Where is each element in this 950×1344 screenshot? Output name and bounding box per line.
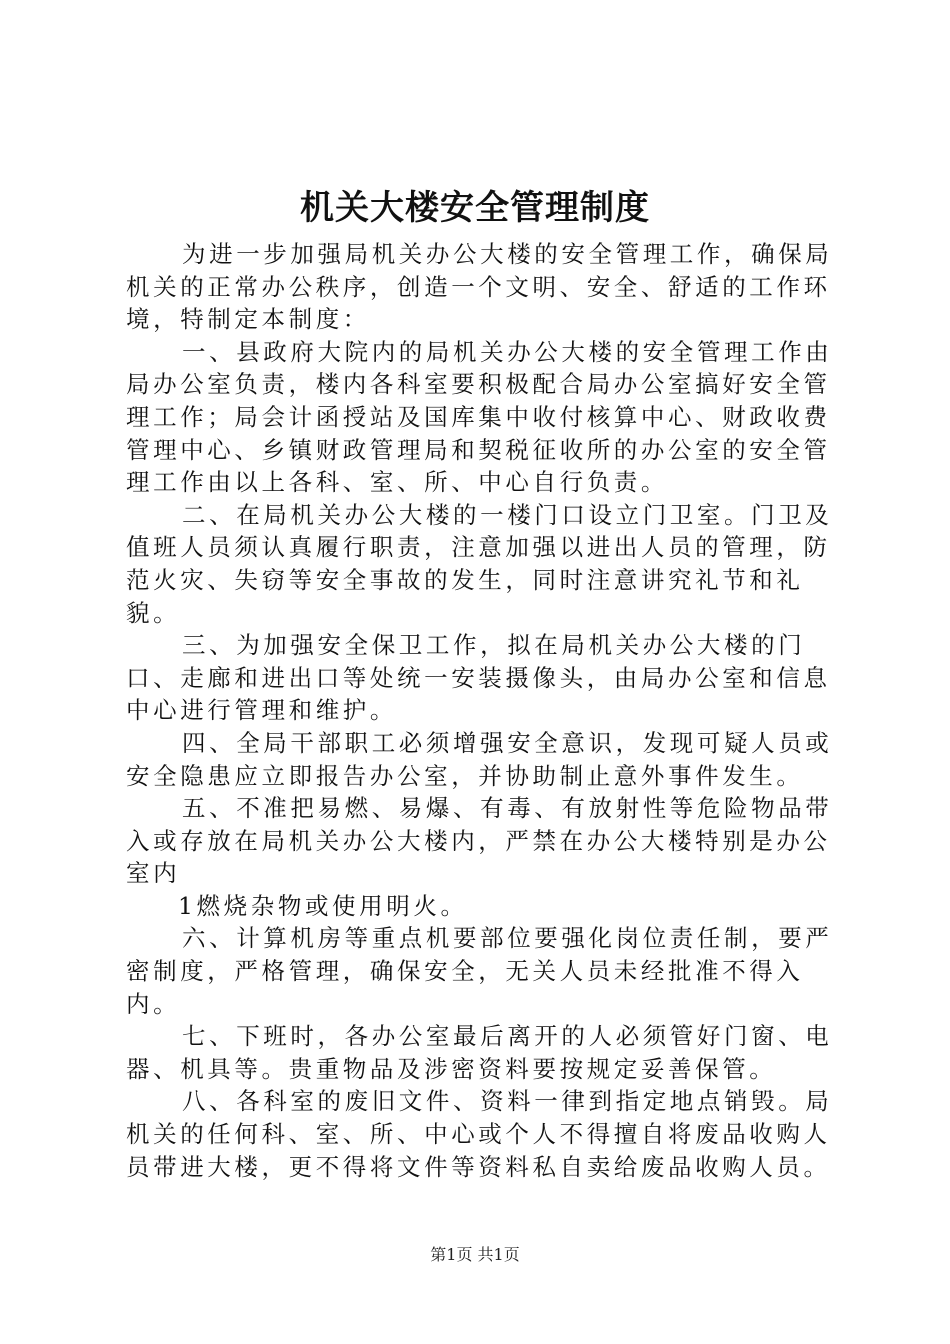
document-title: 机关大楼安全管理制度 [300,188,650,228]
paragraph-item-2: 二、在局机关办公大楼的一楼门口设立门卫室。门卫及值班人员须认真履行职责，注意加强以进出人员的管理，防范火灾、失窃等安全事故的发生，同时注意讲究礼节和礼貌。 [126,500,833,627]
paragraph-item-6: 六、计算机房等重点机要部位要强化岗位责任制，要严密制度，严格管理，确保安全，无关人员未经批准不得入内。 [126,924,833,1018]
paragraph-item-1: 一、县政府大院内的局机关办公大楼的安全管理工作由局办公室负责，楼内各科室要积极配合局办公室搞好安全管理工作；局会计函授站及国库集中收付核算中心、财政收费管理中心、乡镇财政管理局和契税征收所的办公室的安全管理工作由以上各科、室、所、中心自行负责。 [126,337,833,497]
paragraph-item-5: 五、不准把易燃、易爆、有毒、有放射性等危险物品带入或存放在局机关办公大楼内，严禁在办公大楼特别是办公室内 [126,794,833,888]
paragraph-item-8: 八、各科室的废旧文件、资料一律到指定地点销毁。局机关的任何科、室、所、中心或个人不得擅自将废品收购人员带进大楼，更不得将文件等资料私自卖给废品收购人员。 [126,1087,833,1181]
paragraph-item-4: 四、全局干部职工必须增强安全意识，发现可疑人员或安全隐患应立即报告办公室，并协助制止意外事件发生。 [126,728,833,790]
paragraph-item-7: 七、下班时，各办公室最后离开的人必须管好门窗、电器、机具等。贵重物品及涉密资料要按规定妥善保管。 [126,1022,833,1083]
document-body [126,238,838,1183]
paragraph-item-5-continued: 1燃烧杂物或使用明火。 [178,891,468,920]
paragraph-item-3: 三、为加强安全保卫工作，拟在局机关办公大楼的门口、走廊和进出口等处统一安装摄像头，由局办公室和信息中心进行管理和维护。 [126,631,831,725]
paragraph-intro: 为进一步加强局机关办公大楼的安全管理工作，确保局机关的正常办公秩序，创造一个文明、安全、舒适的工作环境，特制定本制度： [126,240,833,334]
page-number-footer: 第1页 共1页 [430,1245,520,1264]
